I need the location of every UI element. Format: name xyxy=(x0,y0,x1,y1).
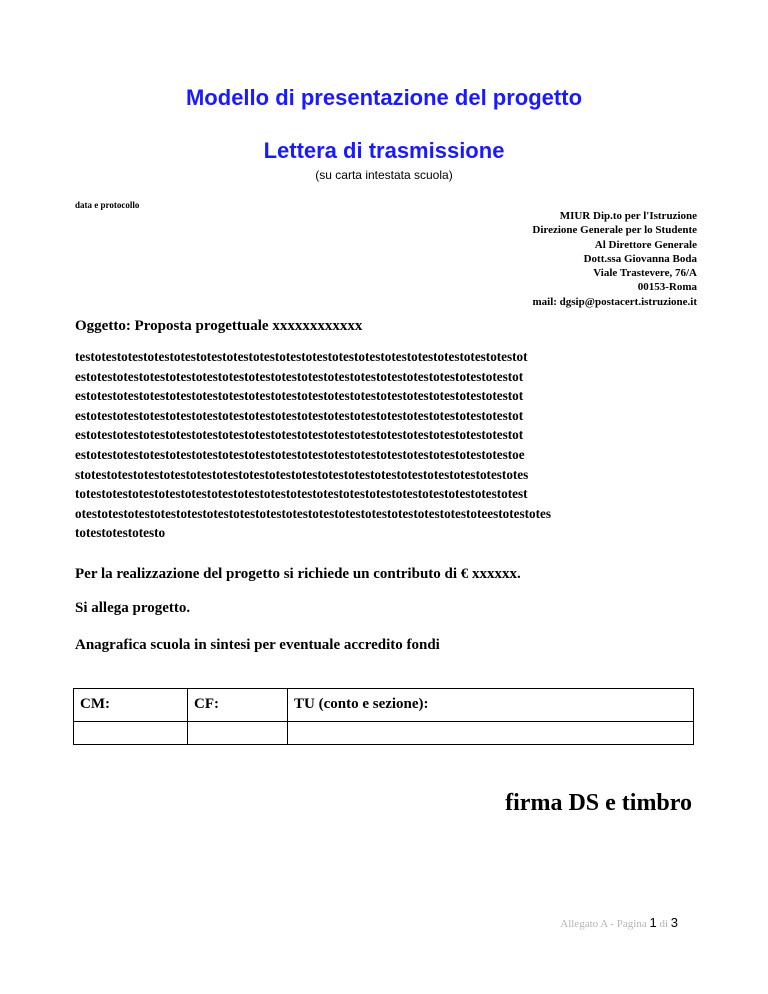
contribution-request: Per la realizzazione del progetto si richiede un contributo di € xxxxxx. xyxy=(75,566,521,582)
school-data-heading: Anagrafica scuola in sintesi per eventuale accredito fondi xyxy=(75,637,440,653)
school-data-table xyxy=(73,688,694,745)
page-title: Modello di presentazione del progetto xyxy=(185,85,583,110)
tu-value-cell xyxy=(288,722,694,745)
cm-header: CM: xyxy=(74,689,188,722)
recipient-line: Viale Trastevere, 76/A xyxy=(593,267,697,280)
body-line: totestotestotestotestotestotestotestotestotestotestotestotestotestotestotestotestotest xyxy=(75,486,528,502)
body-line: otestotestotestotestotestotestotestotestotestotestotestotestotestotestotestoteestotestotes xyxy=(75,505,551,521)
recipient-email: mail: dgsip@postacert.istruzione.it xyxy=(532,295,697,308)
body-line: estotestotestotestotestotestotestotestotestotestotestotestotestotestotestotestotestot xyxy=(75,427,524,443)
table-row xyxy=(74,722,694,745)
cf-header: CF: xyxy=(188,689,288,722)
signature-label: firma DS e timbro xyxy=(505,790,692,816)
letter-title: Lettera di trasmissione xyxy=(263,138,505,163)
body-line: stotestotestotestotestotestotestotestotestotestotestotestotestotestotestotestotestotes xyxy=(75,466,529,482)
recipient-line: Dott.ssa Giovanna Boda xyxy=(583,252,697,265)
footer-of: di xyxy=(659,918,669,930)
recipient-line: 00153-Roma xyxy=(637,281,697,294)
page-number: 1 xyxy=(649,915,657,930)
body-line: estotestotestotestotestotestotestotestotestotestotestotestotestotestotestotestotestot xyxy=(75,368,524,384)
recipient-line: MIUR Dip.to per l'Istruzione xyxy=(559,210,697,222)
body-text xyxy=(75,347,705,543)
page-total: 3 xyxy=(670,915,678,930)
subject-line: Oggetto: Proposta progettuale xxxxxxxxxxxx xyxy=(75,318,363,334)
body-line: testotestotestotestotestotestotestotestotestotestotestotestotestotestotestotestotestot xyxy=(75,349,528,364)
footer-label: Allegato A - Pagina xyxy=(560,918,647,930)
body-line: estotestotestotestotestotestotestotestotestotestotestotestotestotestotestotestotestot xyxy=(75,407,524,423)
body-line: totestotestotesto xyxy=(75,525,166,541)
cf-value-cell xyxy=(188,722,288,745)
tu-header: TU (conto e sezione): xyxy=(288,689,694,722)
body-line: estotestotestotestotestotestotestotestotestotestotestotestotestotestotestotestotestoe xyxy=(75,446,525,462)
attachment-note: Si allega progetto. xyxy=(75,600,191,616)
recipient-line: Al Direttore Generale xyxy=(594,238,697,251)
letterhead-note: (su carta intestata scuola) xyxy=(315,168,453,182)
recipient-line: Direzione Generale per lo Studente xyxy=(532,224,697,237)
page-footer xyxy=(560,915,678,930)
table-header-row xyxy=(74,689,694,722)
recipient-address xyxy=(532,209,697,309)
cm-value-cell xyxy=(74,722,188,745)
body-line: estotestotestotestotestotestotestotestotestotestotestotestotestotestotestotestotestot xyxy=(75,388,524,404)
date-protocol: data e protocollo xyxy=(75,200,140,210)
